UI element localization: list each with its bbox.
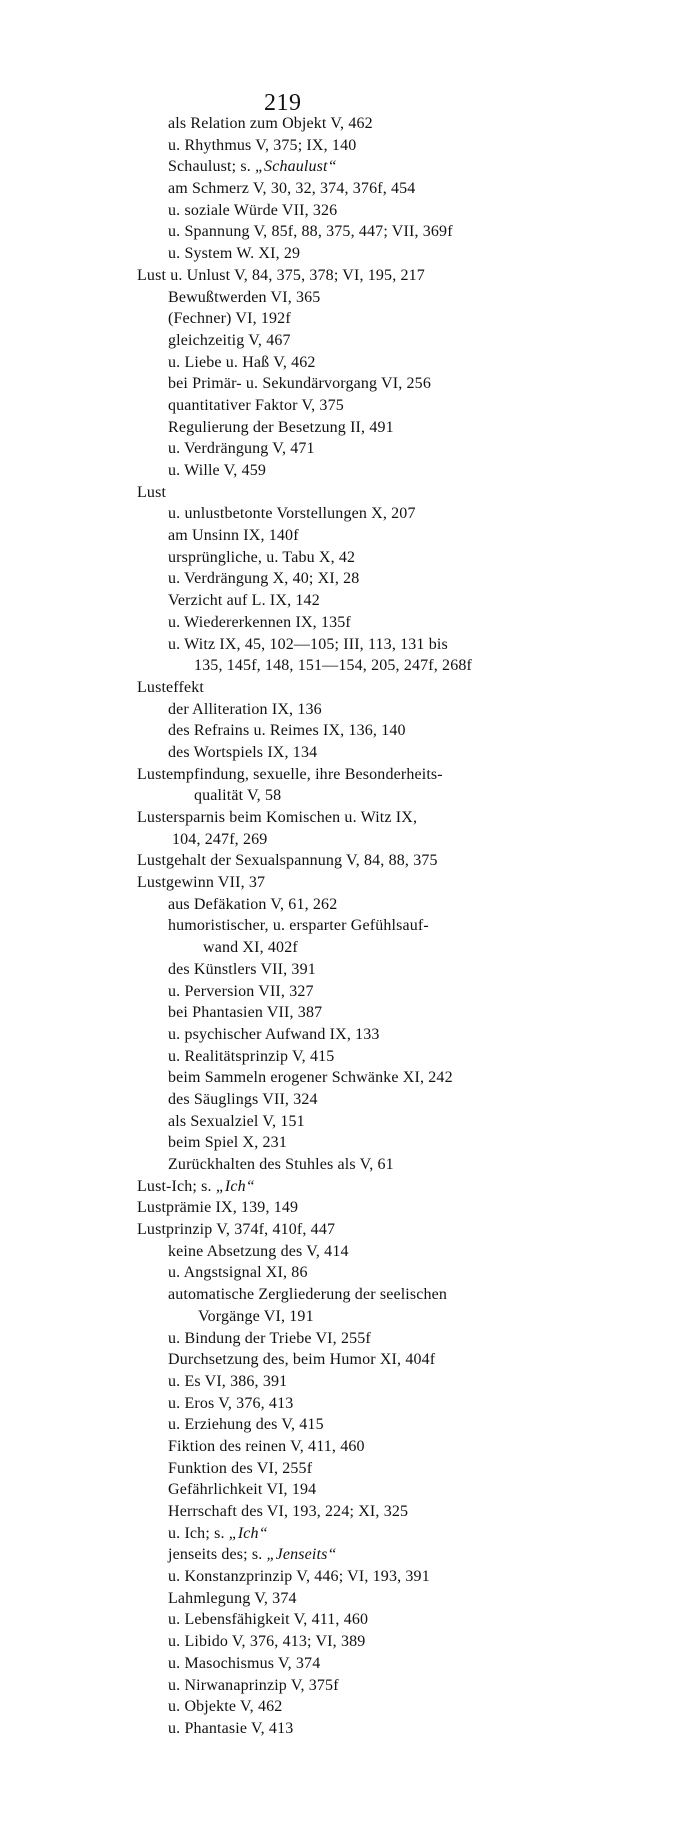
- index-entry: u. Objekte V, 462: [168, 1698, 283, 1716]
- index-entry: bei Primär- u. Sekundärvorgang VI, 256: [168, 375, 431, 393]
- index-entry: gleichzeitig V, 467: [168, 331, 291, 349]
- index-headword: Lust-Ich; s. „Ich“: [137, 1177, 255, 1195]
- index-entry: u. Erziehung des V, 415: [168, 1416, 324, 1434]
- index-entry: Funktion des VI, 255f: [168, 1459, 313, 1477]
- index-entry: u. Eros V, 376, 413: [168, 1394, 294, 1412]
- index-entry: u. Es VI, 386, 391: [168, 1372, 288, 1390]
- index-entry: des Säuglings VII, 324: [168, 1090, 318, 1108]
- index-entry: u. Verdrängung V, 471: [168, 440, 315, 458]
- index-entry: u. Realitätsprinzip V, 415: [168, 1047, 335, 1065]
- index-entry: u. Ich; s. „Ich“: [168, 1524, 268, 1542]
- index-entry: bei Phantasien VII, 387: [168, 1004, 323, 1022]
- index-entry: qualität V, 58: [194, 787, 282, 805]
- index-entry: u. Nirwanaprinzip V, 375f: [168, 1676, 339, 1694]
- index-entry: Gefährlichkeit VI, 194: [168, 1481, 317, 1499]
- page-number: 219: [264, 90, 302, 116]
- index-entry: u. Wiedererkennen IX, 135f: [168, 613, 351, 631]
- index-entry: ursprüngliche, u. Tabu X, 42: [168, 548, 356, 566]
- index-entry: wand XI, 402f: [203, 939, 298, 957]
- index-entry: u. Angstsignal XI, 86: [168, 1264, 308, 1282]
- index-entry: (Fechner) VI, 192f: [168, 310, 291, 328]
- index-entry: u. Bindung der Triebe VI, 255f: [168, 1329, 371, 1347]
- index-entry: u. Libido V, 376, 413; VI, 389: [168, 1633, 366, 1651]
- index-entry: u. Spannung V, 85f, 88, 375, 447; VII, 369f: [168, 223, 453, 241]
- index-entry: Regulierung der Besetzung II, 491: [168, 418, 394, 436]
- index-entry: Schaulust; s. „Schaulust“: [168, 158, 337, 176]
- index-headword: Lustempfindung, sexuelle, ihre Besonderheits-: [137, 765, 443, 783]
- index-headword: Lustprinzip V, 374f, 410f, 447: [137, 1221, 336, 1239]
- index-entry: Bewußtwerden VI, 365: [168, 288, 321, 306]
- index-entry: u. soziale Würde VII, 326: [168, 201, 338, 219]
- index-headword: Lusteffekt: [137, 678, 204, 696]
- index-entry: am Schmerz V, 30, 32, 374, 376f, 454: [168, 180, 416, 198]
- cross-reference-term: „Ich“: [228, 1524, 268, 1542]
- cross-reference-term: „Ich“: [215, 1177, 255, 1195]
- index-entry: Fiktion des reinen V, 411, 460: [168, 1437, 365, 1455]
- index-entry: der Alliteration IX, 136: [168, 700, 322, 718]
- index-headword: Lust: [137, 483, 167, 501]
- index-entry: des Künstlers VII, 391: [168, 960, 316, 978]
- index-entry: humoristischer, u. ersparter Gefühlsauf-: [168, 917, 429, 935]
- index-entry: Vorgänge VI, 191: [198, 1307, 314, 1325]
- index-entry: beim Sammeln erogener Schwänke XI, 242: [168, 1069, 453, 1087]
- index-entry: als Sexualziel V, 151: [168, 1112, 305, 1130]
- index-entry: u. unlustbetonte Vorstellungen X, 207: [168, 505, 416, 523]
- index-entry: u. Konstanzprinzip V, 446; VI, 193, 391: [168, 1568, 430, 1586]
- index-headword: Lustersparnis beim Komischen u. Witz IX,: [137, 809, 418, 826]
- index-entry: keine Absetzung des V, 414: [168, 1242, 349, 1260]
- index-entry: Verzicht auf L. IX, 142: [168, 592, 320, 610]
- index-entry: des Wortspiels IX, 134: [168, 743, 318, 761]
- index-entry: u. psychischer Aufwand IX, 133: [168, 1025, 380, 1043]
- index-entry: u. Lebensfähigkeit V, 411, 460: [168, 1611, 369, 1629]
- index-headword: Lustgewinn VII, 37: [137, 874, 266, 892]
- index-entry: als Relation zum Objekt V, 462: [168, 115, 373, 132]
- index-entry: u. Masochismus V, 374: [168, 1654, 321, 1672]
- index-headword: Lust u. Unlust V, 84, 375, 378; VI, 195, 217: [137, 266, 425, 284]
- index-entry: Zurückhalten des Stuhles als V, 61: [168, 1156, 394, 1173]
- index-entry: quantitativer Faktor V, 375: [168, 396, 344, 414]
- index-entry: des Refrains u. Reimes IX, 136, 140: [168, 722, 406, 740]
- index-entry: u. Wille V, 459: [168, 462, 267, 479]
- index-entry: automatische Zergliederung der seelischen: [168, 1286, 448, 1304]
- index-entry: u. Phantasie V, 413: [168, 1719, 294, 1737]
- cross-reference-term: „Jenseits“: [266, 1546, 337, 1564]
- index-entry: beim Spiel X, 231: [168, 1134, 287, 1152]
- index-entry: Herrschaft des VI, 193, 224; XI, 325: [168, 1503, 409, 1520]
- index-entry: 135, 145f, 148, 151—154, 205, 247f, 268f: [194, 657, 472, 675]
- index-entries: [0, 113, 697, 1740]
- index-entry: u. Rhythmus V, 375; IX, 140: [168, 136, 357, 154]
- index-entry: u. System W. XI, 29: [168, 245, 301, 263]
- index-entry: jenseits des; s. „Jenseits“: [168, 1546, 337, 1564]
- index-headword: Lustgehalt der Sexualspannung V, 84, 88, 375: [137, 852, 438, 870]
- index-entry: Lahmlegung V, 374: [168, 1589, 297, 1607]
- index-entry: Durchsetzung des, beim Humor XI, 404f: [168, 1351, 436, 1369]
- index-entry: u. Liebe u. Haß V, 462: [168, 353, 316, 371]
- index-entry: u. Perversion VII, 327: [168, 982, 314, 1000]
- index-entry: 104, 247f, 269: [172, 830, 268, 848]
- cross-reference-term: „Schaulust“: [255, 158, 337, 176]
- index-entry: u. Witz IX, 45, 102—105; III, 113, 131 bis: [168, 635, 448, 653]
- index-entry: u. Verdrängung X, 40; XI, 28: [168, 570, 360, 588]
- index-entry: am Unsinn IX, 140f: [168, 527, 299, 545]
- index-entry: aus Defäkation V, 61, 262: [168, 895, 338, 913]
- index-headword: Lustprämie IX, 139, 149: [137, 1199, 299, 1217]
